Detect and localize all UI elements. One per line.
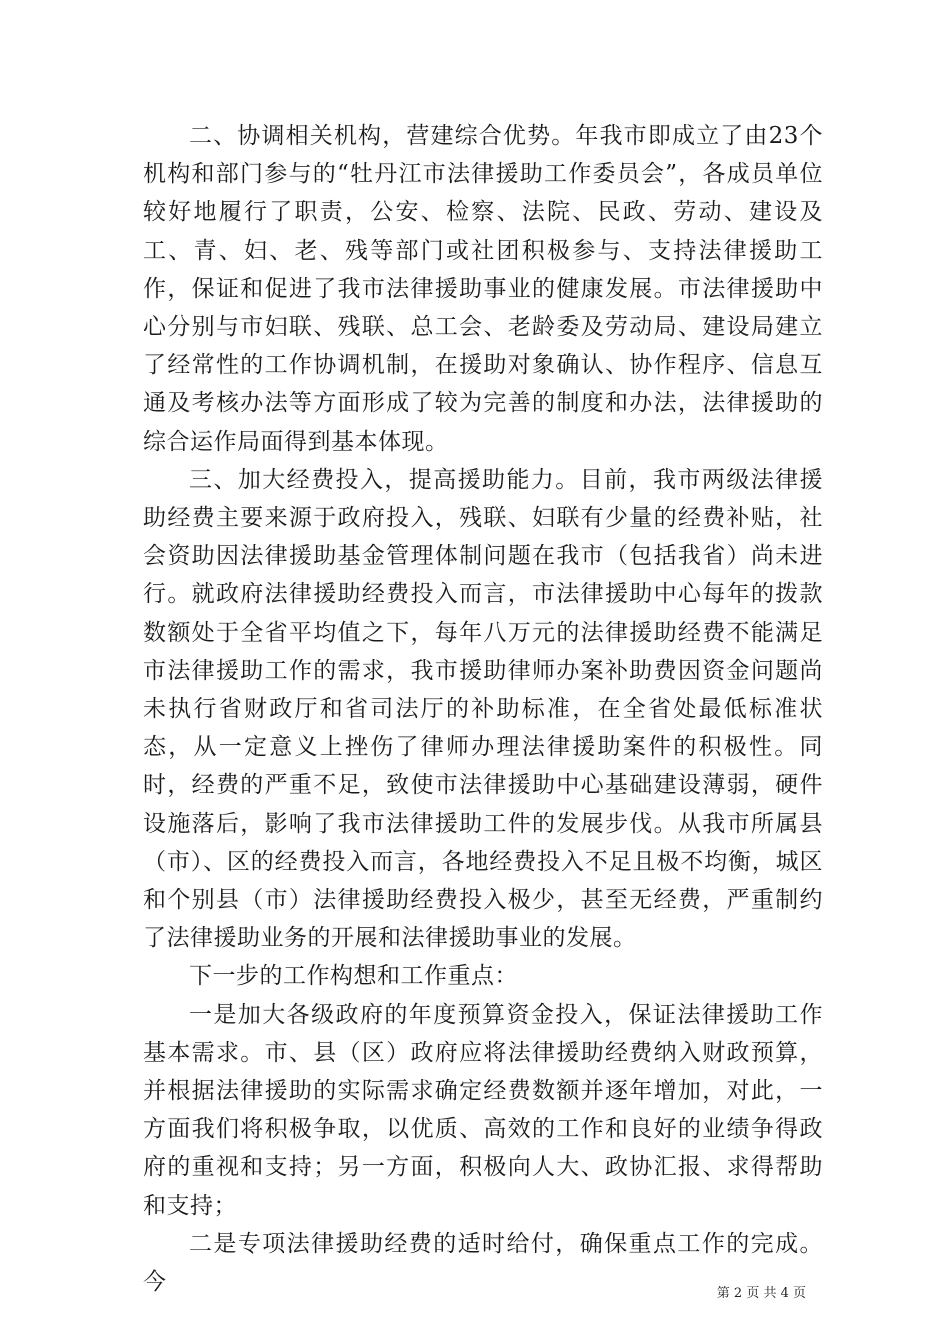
paragraph-funding: 三、加大经费投入，提高援助能力。目前，我市两级法律援助经费主要来源于政府投入，残联、妇联有少量的经费补贴，社会资助因法律援助基金管理体制问题在我市（包括我省）尚未进行。就政府法律援助经费投入而言，市法律援助中心每年的拨款数额处于全省平均值之下，每年八万元的法律援助经费不能满足市法律援助工作的需求，我市援助律师办案补助费因资金问题尚未执行省财政厅和省司法厅的补助标准，在全省处最低标准状态，从一定意义上挫伤了律师办理法律援助案件的积极性。同时，经费的严重不足，致使市法律援助中心基础建设薄弱，硬件设施落后，影响了我市法律援助工件的发展步伐。从我市所属县（市）、区的经费投入而言，各地经费投入不足且极不均衡，城区和个别县（市）法律援助经费投入极少，甚至无经费，严重制约了法律援助业务的开展和法律援助事业的发展。 xyxy=(143,466,823,952)
paragraph-coordination: 二、协调相关机构，营建综合优势。年我市即成立了由23个机构和部门参与的“牡丹江市法律援助工作委员会”，各成员单位较好地履行了职责，公安、检察、法院、民政、劳动、建设及工、青、妇、老、残等部门或社团积极参与、支持法律援助工作，保证和促进了我市法律援助事业的健康发展。市法律援助中心分别与市妇联、残联、总工会、老龄委及劳动局、建设局建立了经常性的工作协调机制，在援助对象确认、协作程序、信息互通及考核办法等方面形成了较为完善的制度和办法，法律援助的综合运作局面得到基本体现。 xyxy=(143,123,823,455)
paragraph-next-steps-heading: 下一步的工作构想和工作重点： xyxy=(189,963,518,990)
page-number: 第 2 页 共 4 页 xyxy=(716,1286,806,1301)
document-body xyxy=(143,117,823,1301)
paragraph-budget-investment: 一是加大各级政府的年度预算资金投入，保证法律援助工作基本需求。市、县（区）政府应将法律援助经费纳入财政预算，并根据法律援助的实际需求确定经费数额并逐年增加，对此，一方面我们将积极争取，以优质、高效的工作和良好的业绩争得政府的重视和支持；另一方面，积极向人大、政协汇报、求得帮助和支持； xyxy=(143,1001,823,1219)
paragraph-special-funds: 二是专项法律援助经费的适时给付，确保重点工作的完成。今 xyxy=(143,1230,823,1296)
